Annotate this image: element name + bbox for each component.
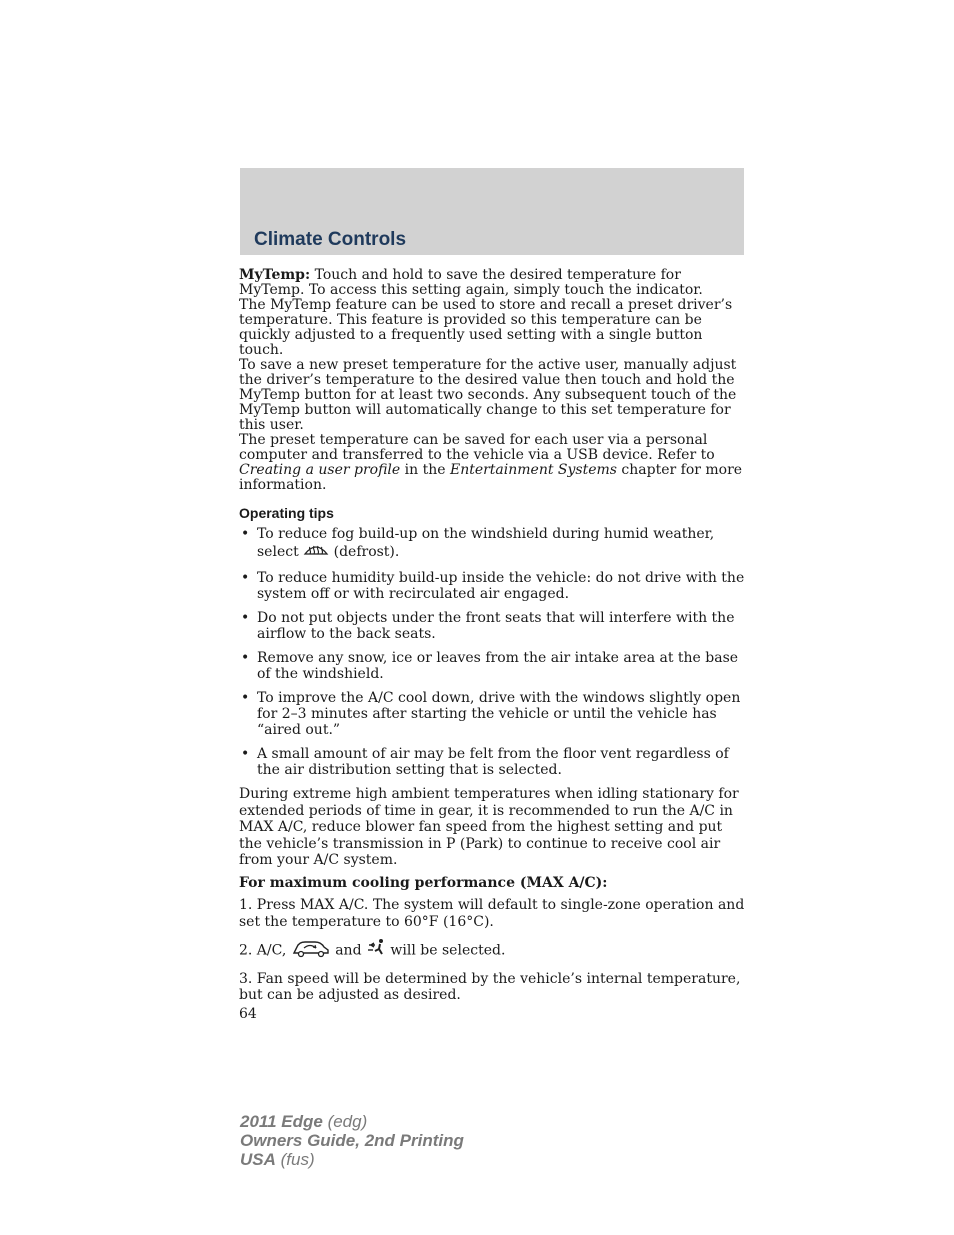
footer-model: 2011 Edge <box>240 1112 323 1131</box>
page-number: 64 <box>239 1005 257 1022</box>
list-item <box>239 746 745 778</box>
footer-edition: Owners Guide, 2nd Printing <box>240 1131 464 1150</box>
page-content <box>239 268 745 1022</box>
extreme-temperature-paragraph: During extreme high ambient temperatures when idling stationary for extended periods of time in gear, it is recommended to run the A/C in MAX A/C, reduce blower fan speed from the highest setting and put the vehicle’s transmission in P (Park) to continue to receive cool air from your A/C system. <box>239 786 739 868</box>
bullet: • <box>241 690 250 706</box>
operating-tips-list <box>239 526 745 778</box>
mytemp-usb-paragraph <box>239 433 745 493</box>
list-item <box>239 690 745 738</box>
chapter-header-band <box>240 168 744 255</box>
mytemp-paragraph <box>239 268 745 298</box>
footer-model-code: (edg) <box>322 1112 368 1131</box>
list-item <box>239 610 745 642</box>
footer-line-3 <box>240 1150 464 1169</box>
document-footer <box>240 1112 464 1169</box>
usb-text-a: The preset temperature can be saved for each user via a personal computer and transferred to the vehicle via a USB device. Refer to <box>239 432 715 463</box>
panel-vent-icon <box>366 938 386 963</box>
max-ac-heading: For maximum cooling performance (MAX A/C): <box>239 874 608 891</box>
step2-text-c: will be selected. <box>385 942 506 959</box>
usb-text-b: in the <box>400 462 450 478</box>
bullet: • <box>241 526 250 542</box>
tip-text: Do not put objects under the front seats that will interfere with the airflow to the back seats. <box>257 610 735 642</box>
footer-line-1 <box>240 1112 464 1131</box>
entertainment-systems-ref: Entertainment Systems <box>449 462 617 478</box>
footer-line-2 <box>240 1131 464 1150</box>
list-item <box>239 570 745 602</box>
tip-text-end: (defrost). <box>329 544 400 560</box>
operating-tips-heading: Operating tips <box>239 505 334 521</box>
step2-text-b: and <box>330 942 366 959</box>
bullet: • <box>241 610 250 626</box>
max-ac-step-1: 1. Press MAX A/C. The system will default to single-zone operation and set the temperature to 60°F (16°C). <box>239 897 745 930</box>
bullet: • <box>241 746 250 762</box>
tip-text: To reduce fog build-up on the windshield during humid weather, select <box>257 526 715 560</box>
chapter-title: Climate Controls <box>254 229 407 250</box>
footer-market-code: (fus) <box>275 1150 315 1169</box>
mytemp-feature-paragraph: The MyTemp feature can be used to store and recall a preset driver’s temperature. This feature is provided so this temperature can be quickly adjusted to a frequently used setting with a single button touch. <box>239 297 733 358</box>
footer-market: USA <box>240 1150 276 1169</box>
mytemp-save-paragraph: To save a new preset temperature for the active user, manually adjust the driver’s temperature to the desired value then touch and hold the MyTemp button for at least two seconds. Any subsequent touch of the MyTemp button will automatically change to this set temperature for this user. <box>239 357 737 433</box>
tip-text: To reduce humidity build-up inside the vehicle: do not drive with the system off or with recirculated air engaged. <box>257 570 745 602</box>
tip-text: Remove any snow, ice or leaves from the air intake area at the base of the windshield. <box>257 650 739 682</box>
defrost-icon <box>303 542 329 562</box>
max-ac-step-2 <box>239 938 745 963</box>
list-item <box>239 526 745 562</box>
tip-text: To improve the A/C cool down, drive with the windows slightly open for 2–3 minutes after starting the vehicle or until the vehicle has “aired out.” <box>257 690 741 738</box>
step2-text-a: 2. A/C, <box>239 942 291 959</box>
recirculation-icon <box>291 938 331 963</box>
usb-text-c: chapter for more information. <box>239 462 743 493</box>
list-item <box>239 650 745 682</box>
creating-user-profile-ref: Creating a user profile <box>239 462 401 478</box>
max-ac-step-3: 3. Fan speed will be determined by the vehicle’s internal temperature, but can be adjusted as desired. <box>239 970 741 1003</box>
mytemp-text: Touch and hold to save the desired temperature for MyTemp. To access this setting again, simply touch the indicator. <box>239 267 703 298</box>
tip-text: A small amount of air may be felt from the floor vent regardless of the air distribution setting that is selected. <box>257 746 729 778</box>
bullet: • <box>241 570 250 586</box>
bullet: • <box>241 650 250 666</box>
mytemp-label: MyTemp: <box>239 267 311 283</box>
